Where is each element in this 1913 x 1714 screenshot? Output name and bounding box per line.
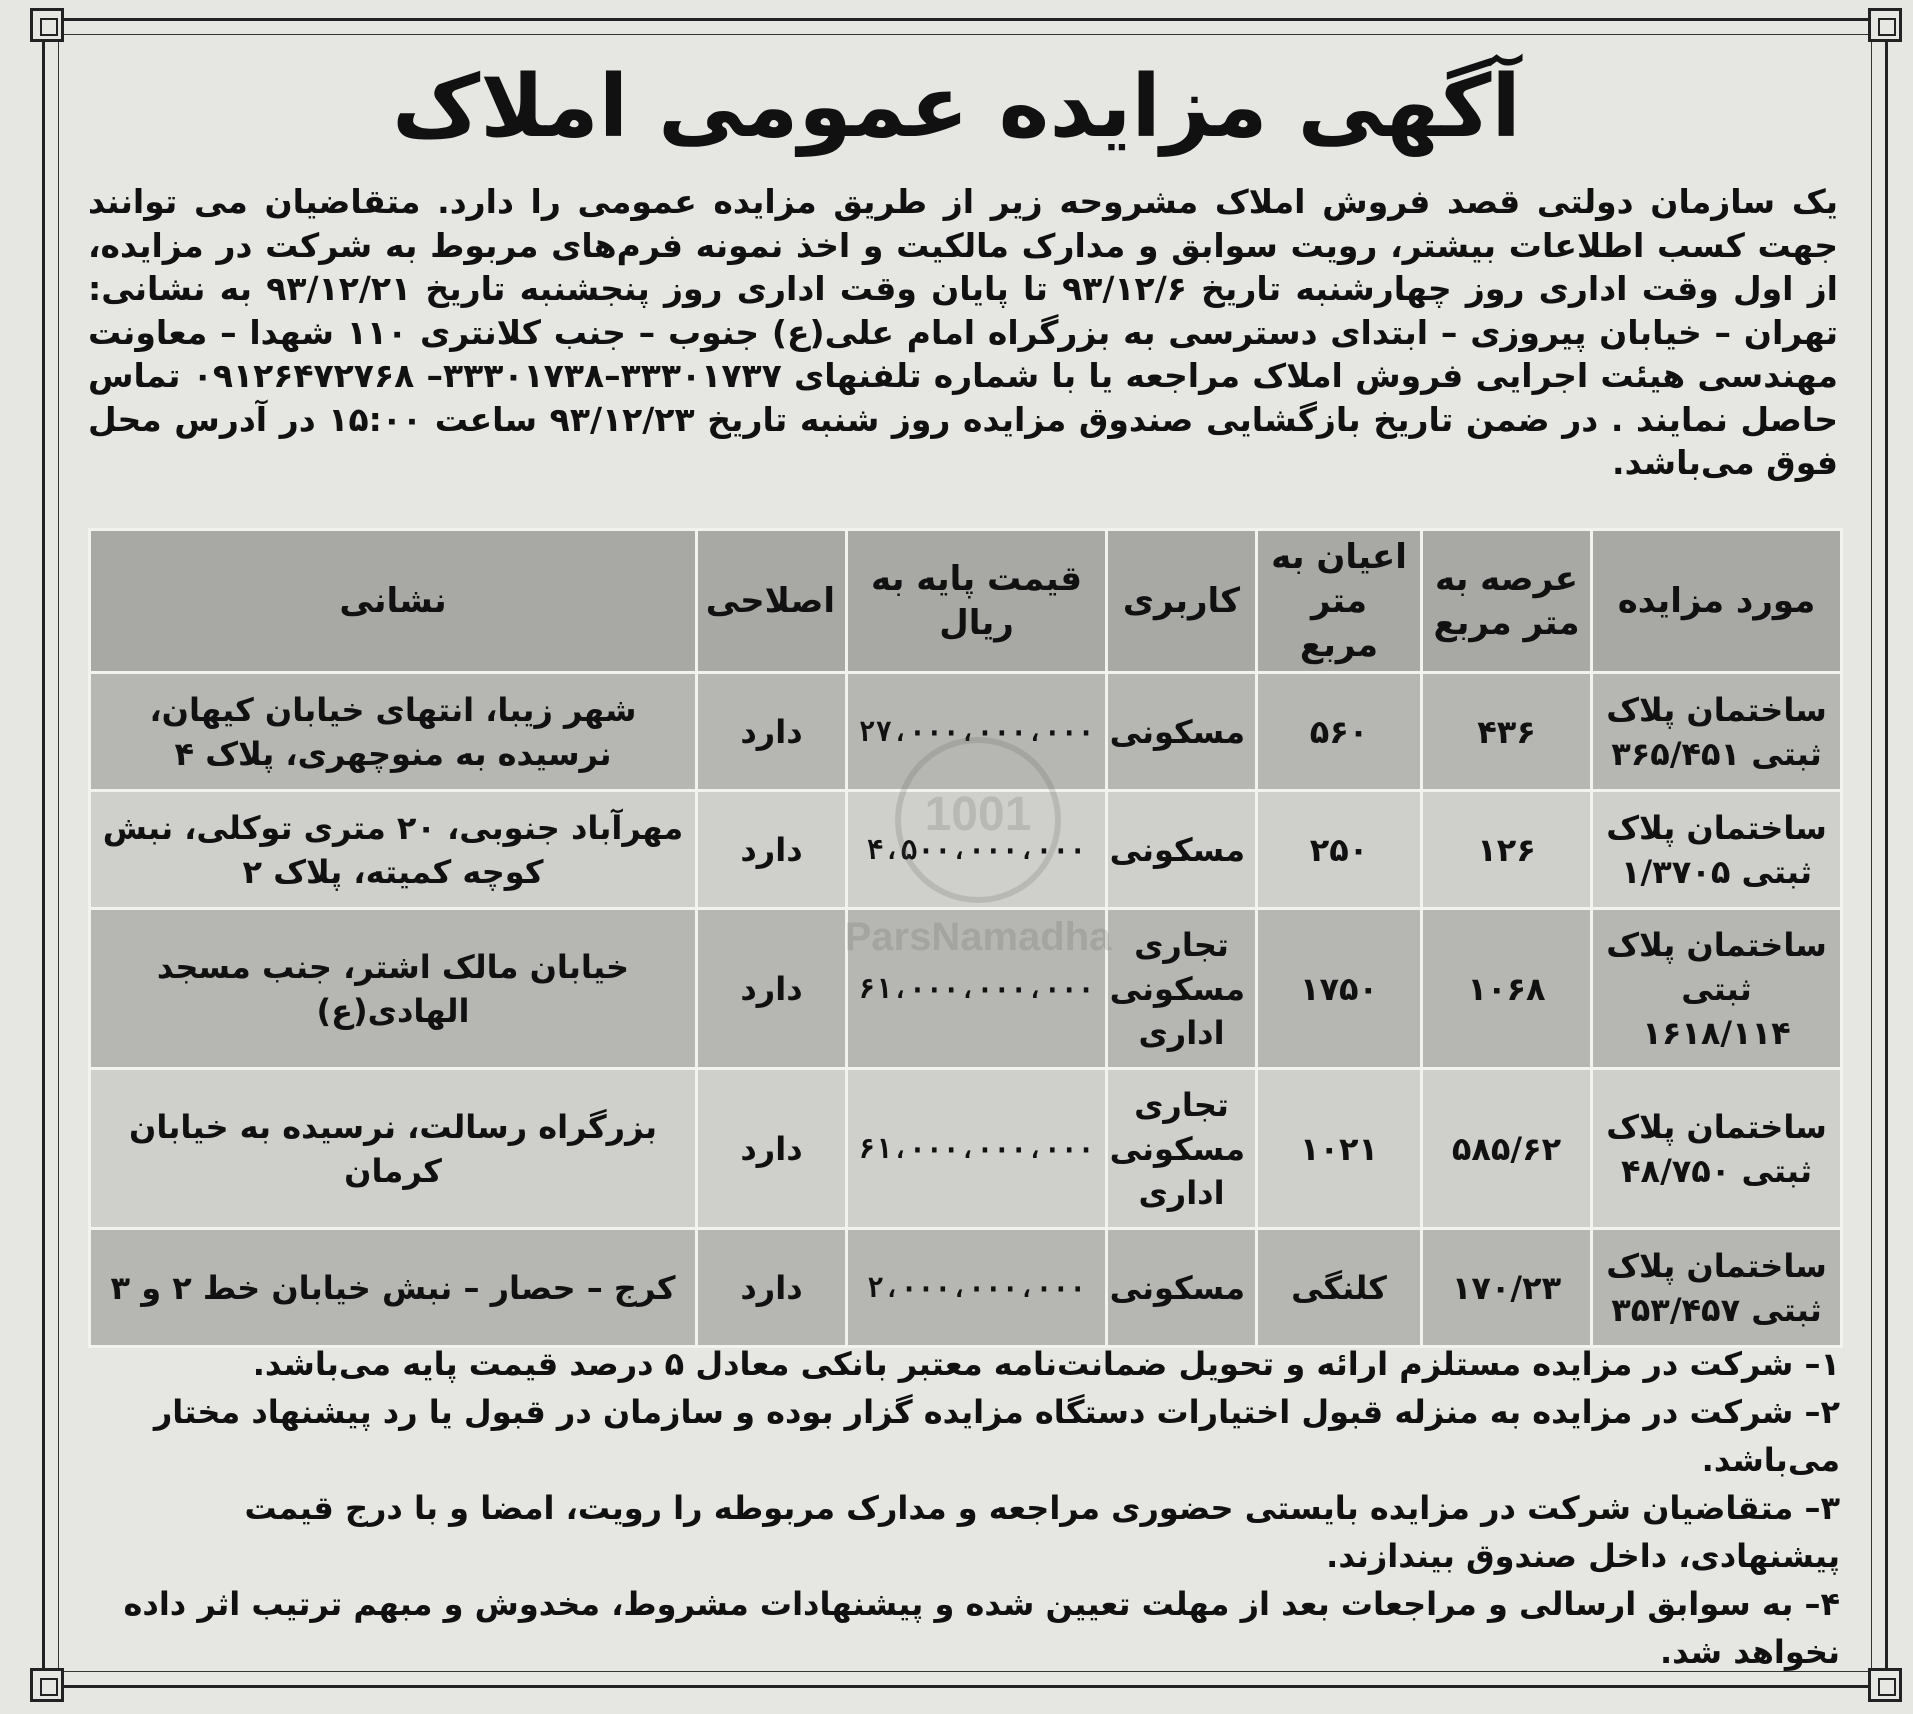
cell-base-price: ۶۱،۰۰۰،۰۰۰،۰۰۰ <box>847 909 1107 1069</box>
cell-address: شهر زیبا، انتهای خیابان کیهان، نرسیده به منوچهری، پلاک ۴ <box>90 673 697 791</box>
cell-correction: دارد <box>697 673 847 791</box>
condition-item: ۲– شرکت در مزایده به منزله قبول اختیارات دستگاه مزایده گزار بوده و سازمان در قبول یا رد پیشنهاد مختار می‌باشد. <box>153 1393 1840 1479</box>
header-building-area: اعیان به متر مربع <box>1257 530 1422 673</box>
table-header-row <box>90 530 1842 673</box>
cell-usage: مسکونی <box>1107 1229 1257 1347</box>
cell-usage: تجاری مسکونی اداری <box>1107 1069 1257 1229</box>
cell-item: ساختمان پلاک ثبتی ۱۶۱۸/۱۱۴ <box>1592 909 1842 1069</box>
ad-title: آگهی مزایده عمومی املاک <box>392 57 1521 157</box>
table-row <box>90 909 1842 1069</box>
auction-table <box>88 528 1843 1348</box>
corner-ornament-icon <box>30 1668 64 1702</box>
cell-item: ساختمان پلاک ثبتی ۱/۳۷۰۵ <box>1592 791 1842 909</box>
cell-base-price: ۲۷،۰۰۰،۰۰۰،۰۰۰ <box>847 673 1107 791</box>
cell-base-price: ۴،۵۰۰،۰۰۰،۰۰۰ <box>847 791 1107 909</box>
cell-building-area: کلنگی <box>1257 1229 1422 1347</box>
cell-address: مهرآباد جنوبی، ۲۰ متری توکلی، نبش کوچه کمیته، پلاک ۲ <box>90 791 697 909</box>
condition-item: ۳– متقاضیان شرکت در مزایده بایستی حضوری مراجعه و مدارک مربوطه را رویت، امضا و با درج قیمت پیشنهادی، داخل صندوق بیندازند. <box>244 1489 1840 1575</box>
condition-item: ۴– به سوابق ارسالی و مراجعات بعد از مهلت تعیین شده و پیشنهادات مشروط، مخدوش و مبهم ترتیب اثر داده نخواهد شد. <box>123 1585 1840 1671</box>
corner-ornament-icon <box>1868 1668 1902 1702</box>
cell-address: خیابان مالک اشتر، جنب مسجد الهادی(ع) <box>90 909 697 1069</box>
cell-building-area: ۱۷۵۰ <box>1257 909 1422 1069</box>
cell-base-price: ۶۱،۰۰۰،۰۰۰،۰۰۰ <box>847 1069 1107 1229</box>
intro-paragraph: یک سازمان دولتی قصد فروش املاک مشروحه زیر از طریق مزایده عمومی را دارد. متقاضیان می توانند جهت کسب اطلاعات بیشتر، رویت سوابق و مدارک مالکیت و اخذ نمونه فرم‌های مربوط به شرکت در مزایده، از اول وقت اداری روز چهارشنبه تاریخ ۹۳/۱۲/۶ تا پایان وقت اداری روز پنجشنبه تاریخ ۹۳/۱۲/۲۱ به نشانی: تهران – خیابان پیروزی – ابتدای دسترسی به بزرگراه امام علی(ع) جنوب – جنب کلانتری ۱۱۰ شهدا – معاونت مهندسی هیئت اجرایی فروش املاک مراجعه یا با شماره تلفنهای ۳۳۳۰۱۷۳۷–۳۳۳۰۱۷۳۸– ۰۹۱۲۶۴۷۲۷۶۸ تماس حاصل نمایند . در ضمن تاریخ بازگشایی صندوق مزایده روز شنبه تاریخ ۹۳/۱۲/۲۳ ساعت ۱۵:۰۰ در آدرس محل فوق می‌باشد. <box>88 182 1839 482</box>
cell-building-area: ۵۶۰ <box>1257 673 1422 791</box>
cell-land-area: ۱۷۰/۲۳ <box>1422 1229 1592 1347</box>
cell-correction: دارد <box>697 791 847 909</box>
conditions-list <box>88 1340 1840 1676</box>
cell-item: ساختمان پلاک ثبتی ۳۶۵/۴۵۱ <box>1592 673 1842 791</box>
header-base-price: قیمت پایه به ریال <box>847 530 1107 673</box>
cell-base-price: ۲،۰۰۰،۰۰۰،۰۰۰ <box>847 1229 1107 1347</box>
cell-building-area: ۱۰۲۱ <box>1257 1069 1422 1229</box>
cell-address: کرج – حصار – نبش خیابان خط ۲ و ۳ <box>90 1229 697 1347</box>
condition-item: ۱– شرکت در مزایده مستلزم ارائه و تحویل ضمانت‌نامه معتبر بانکی معادل ۵ درصد قیمت پایه می‌باشد. <box>252 1345 1840 1383</box>
cell-land-area: ۴۳۶ <box>1422 673 1592 791</box>
corner-ornament-icon <box>30 8 64 42</box>
table-row <box>90 1069 1842 1229</box>
cell-usage: تجاری مسکونی اداری <box>1107 909 1257 1069</box>
cell-usage: مسکونی <box>1107 673 1257 791</box>
header-land-area: عرصه به متر مربع <box>1422 530 1592 673</box>
header-correction: اصلاحی <box>697 530 847 673</box>
cell-correction: دارد <box>697 909 847 1069</box>
cell-item: ساختمان پلاک ثبتی ۳۵۳/۴۵۷ <box>1592 1229 1842 1347</box>
table-row <box>90 673 1842 791</box>
cell-item: ساختمان پلاک ثبتی ۴۸/۷۵۰ <box>1592 1069 1842 1229</box>
table-row <box>90 1229 1842 1347</box>
header-usage: کاربری <box>1107 530 1257 673</box>
cell-usage: مسکونی <box>1107 791 1257 909</box>
cell-correction: دارد <box>697 1229 847 1347</box>
cell-building-area: ۲۵۰ <box>1257 791 1422 909</box>
cell-correction: دارد <box>697 1069 847 1229</box>
cell-land-area: ۱۲۶ <box>1422 791 1592 909</box>
corner-ornament-icon <box>1868 8 1902 42</box>
header-address: نشانی <box>90 530 697 673</box>
table-row <box>90 791 1842 909</box>
cell-land-area: ۵۸۵/۶۲ <box>1422 1069 1592 1229</box>
cell-land-area: ۱۰۶۸ <box>1422 909 1592 1069</box>
header-item: مورد مزایده <box>1592 530 1842 673</box>
cell-address: بزرگراه رسالت، نرسیده به خیابان کرمان <box>90 1069 697 1229</box>
